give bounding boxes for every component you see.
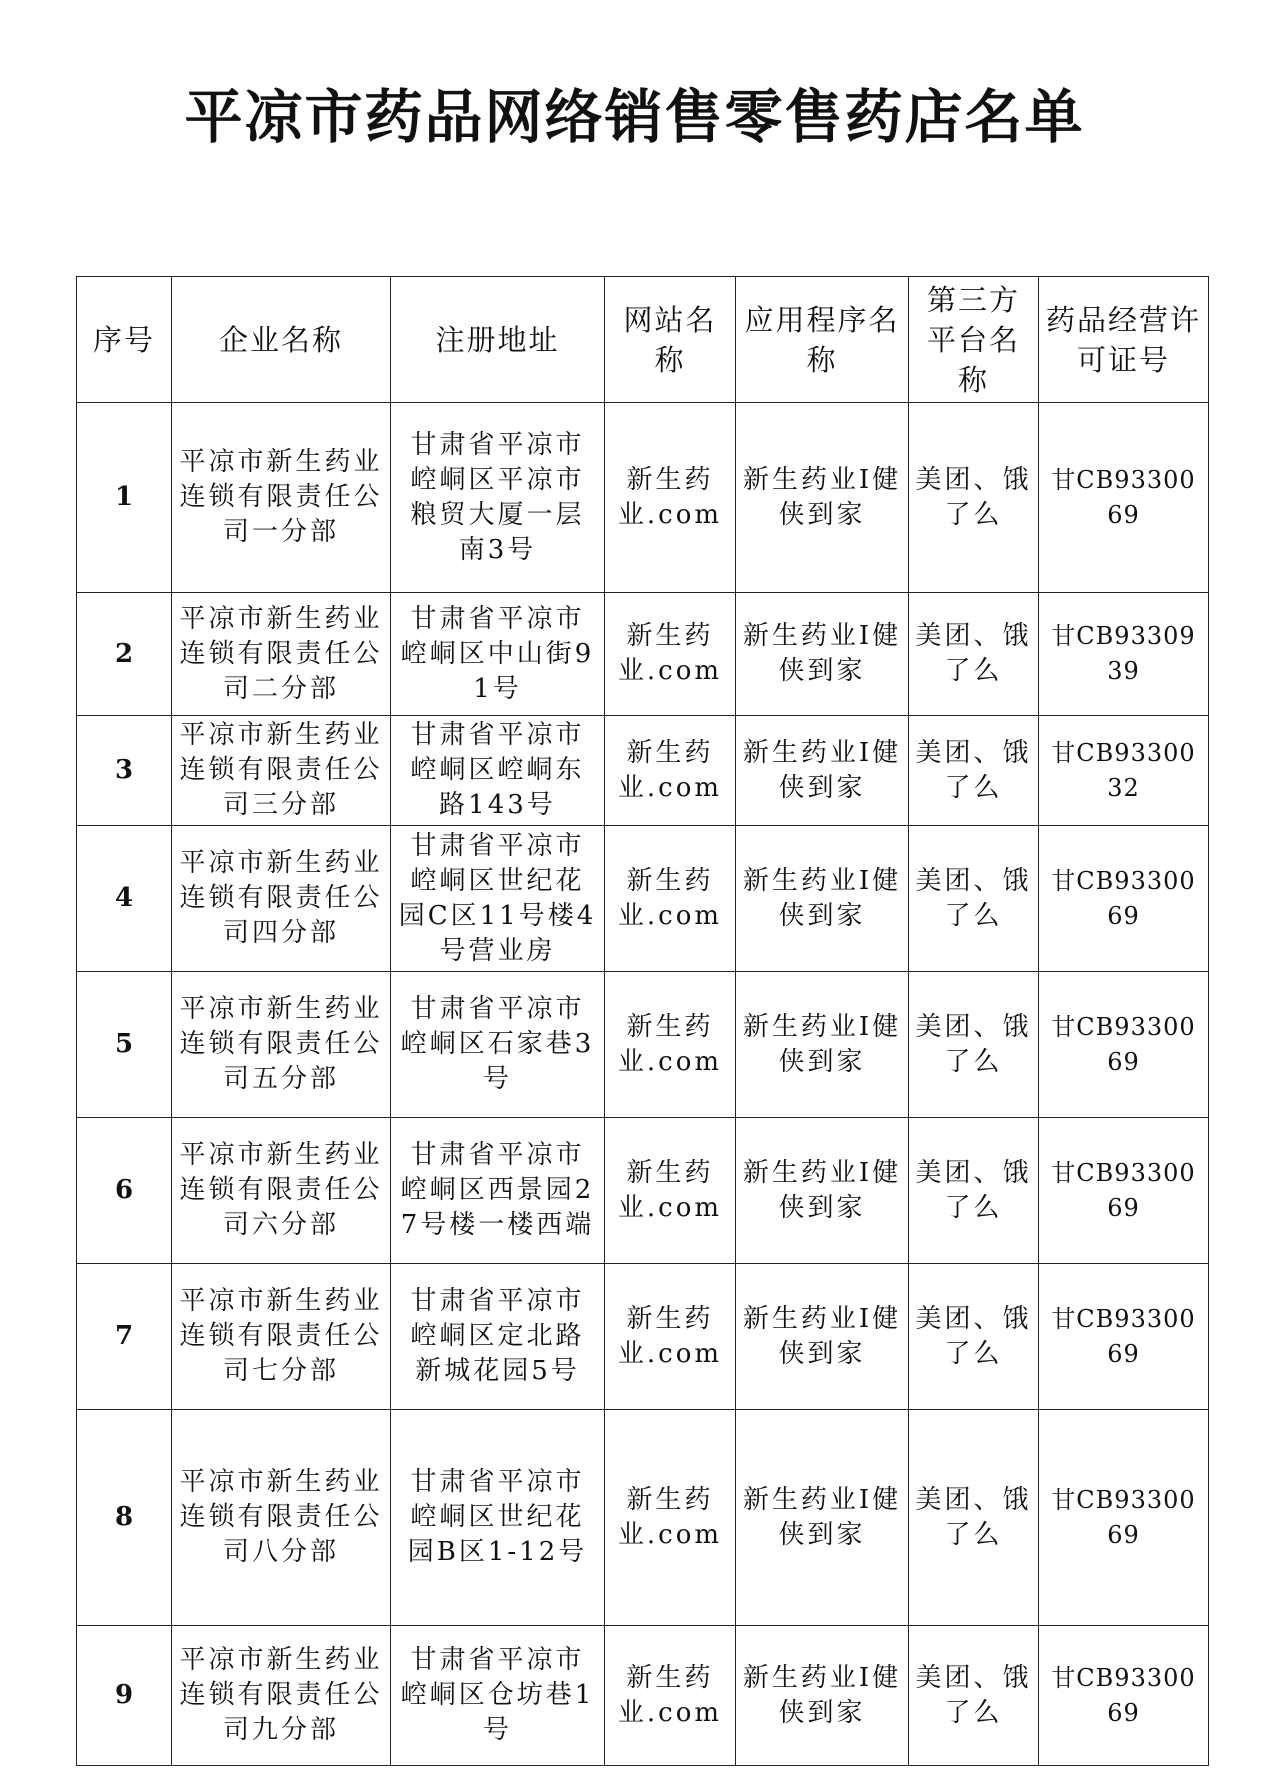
row-seq: 8 <box>77 1410 172 1626</box>
row-seq: 6 <box>77 1118 172 1264</box>
row-company-name: 平凉市新生药业连锁有限责任公司四分部 <box>172 826 391 972</box>
row-address: 甘肃省平凉市崆峒区定北路新城花园5号 <box>391 1264 605 1410</box>
row-license: 甘CB9330069 <box>1039 1410 1209 1626</box>
row-platform: 美团、饿了么 <box>909 1264 1039 1410</box>
row-app: 新生药业I健侠到家 <box>736 1410 909 1626</box>
row-platform: 美团、饿了么 <box>909 716 1039 826</box>
row-license: 甘CB9330069 <box>1039 1626 1209 1766</box>
row-app: 新生药业I健侠到家 <box>736 1626 909 1766</box>
row-platform: 美团、饿了么 <box>909 593 1039 716</box>
row-website: 新生药业.com <box>605 593 736 716</box>
table-row <box>77 716 1209 826</box>
row-platform: 美团、饿了么 <box>909 826 1039 972</box>
row-platform: 美团、饿了么 <box>909 972 1039 1118</box>
row-app: 新生药业I健侠到家 <box>736 716 909 826</box>
row-website: 新生药业.com <box>605 1264 736 1410</box>
header-website: 网站名称 <box>605 277 736 403</box>
header-app: 应用程序名称 <box>736 277 909 403</box>
table-row <box>77 1264 1209 1410</box>
row-company-name: 平凉市新生药业连锁有限责任公司八分部 <box>172 1410 391 1626</box>
row-website: 新生药业.com <box>605 1626 736 1766</box>
row-website: 新生药业.com <box>605 972 736 1118</box>
row-seq: 1 <box>77 403 172 593</box>
row-platform: 美团、饿了么 <box>909 1118 1039 1264</box>
header-row <box>77 277 1209 403</box>
row-website: 新生药业.com <box>605 1118 736 1264</box>
row-platform: 美团、饿了么 <box>909 1410 1039 1626</box>
row-license: 甘CB9330069 <box>1039 826 1209 972</box>
table-row <box>77 1118 1209 1264</box>
header-license: 药品经营许可证号 <box>1039 277 1209 403</box>
row-license: 甘CB9330069 <box>1039 1118 1209 1264</box>
row-website: 新生药业.com <box>605 826 736 972</box>
row-address: 甘肃省平凉市崆峒区平凉市粮贸大厦一层南3号 <box>391 403 605 593</box>
row-company-name: 平凉市新生药业连锁有限责任公司五分部 <box>172 972 391 1118</box>
row-address: 甘肃省平凉市崆峒区西景园27号楼一楼西端 <box>391 1118 605 1264</box>
row-app: 新生药业I健侠到家 <box>736 826 909 972</box>
row-company-name: 平凉市新生药业连锁有限责任公司三分部 <box>172 716 391 826</box>
row-address: 甘肃省平凉市崆峒区世纪花园C区11号楼4号营业房 <box>391 826 605 972</box>
table-row <box>77 1410 1209 1626</box>
header-seq: 序号 <box>77 277 172 403</box>
row-license: 甘CB9330069 <box>1039 403 1209 593</box>
row-seq: 7 <box>77 1264 172 1410</box>
pharmacy-table <box>76 276 1209 1766</box>
row-seq: 9 <box>77 1626 172 1766</box>
header-name: 企业名称 <box>172 277 391 403</box>
table-row <box>77 1626 1209 1766</box>
row-platform: 美团、饿了么 <box>909 403 1039 593</box>
table-row <box>77 593 1209 716</box>
row-app: 新生药业I健侠到家 <box>736 593 909 716</box>
row-company-name: 平凉市新生药业连锁有限责任公司七分部 <box>172 1264 391 1410</box>
row-company-name: 平凉市新生药业连锁有限责任公司二分部 <box>172 593 391 716</box>
row-license: 甘CB9330069 <box>1039 972 1209 1118</box>
table-row <box>77 826 1209 972</box>
row-website: 新生药业.com <box>605 1410 736 1626</box>
row-address: 甘肃省平凉市崆峒区中山街91号 <box>391 593 605 716</box>
row-platform: 美团、饿了么 <box>909 1626 1039 1766</box>
row-address: 甘肃省平凉市崆峒区仓坊巷1号 <box>391 1626 605 1766</box>
row-license: 甘CB9330032 <box>1039 716 1209 826</box>
table-row <box>77 972 1209 1118</box>
row-app: 新生药业I健侠到家 <box>736 1118 909 1264</box>
row-address: 甘肃省平凉市崆峒区石家巷3号 <box>391 972 605 1118</box>
row-address: 甘肃省平凉市崆峒区崆峒东路143号 <box>391 716 605 826</box>
row-company-name: 平凉市新生药业连锁有限责任公司六分部 <box>172 1118 391 1264</box>
page-title: 平凉市药品网络销售零售药店名单 <box>184 83 1085 151</box>
row-website: 新生药业.com <box>605 716 736 826</box>
table-row <box>77 403 1209 593</box>
row-website: 新生药业.com <box>605 403 736 593</box>
header-address: 注册地址 <box>391 277 605 403</box>
row-company-name: 平凉市新生药业连锁有限责任公司一分部 <box>172 403 391 593</box>
row-seq: 4 <box>77 826 172 972</box>
row-seq: 5 <box>77 972 172 1118</box>
row-address: 甘肃省平凉市崆峒区世纪花园B区1-12号 <box>391 1410 605 1626</box>
row-seq: 3 <box>77 716 172 826</box>
row-app: 新生药业I健侠到家 <box>736 1264 909 1410</box>
row-seq: 2 <box>77 593 172 716</box>
row-app: 新生药业I健侠到家 <box>736 972 909 1118</box>
row-license: 甘CB9330939 <box>1039 593 1209 716</box>
row-license: 甘CB9330069 <box>1039 1264 1209 1410</box>
header-platform: 第三方平台名称 <box>909 277 1039 403</box>
row-app: 新生药业I健侠到家 <box>736 403 909 593</box>
row-company-name: 平凉市新生药业连锁有限责任公司九分部 <box>172 1626 391 1766</box>
